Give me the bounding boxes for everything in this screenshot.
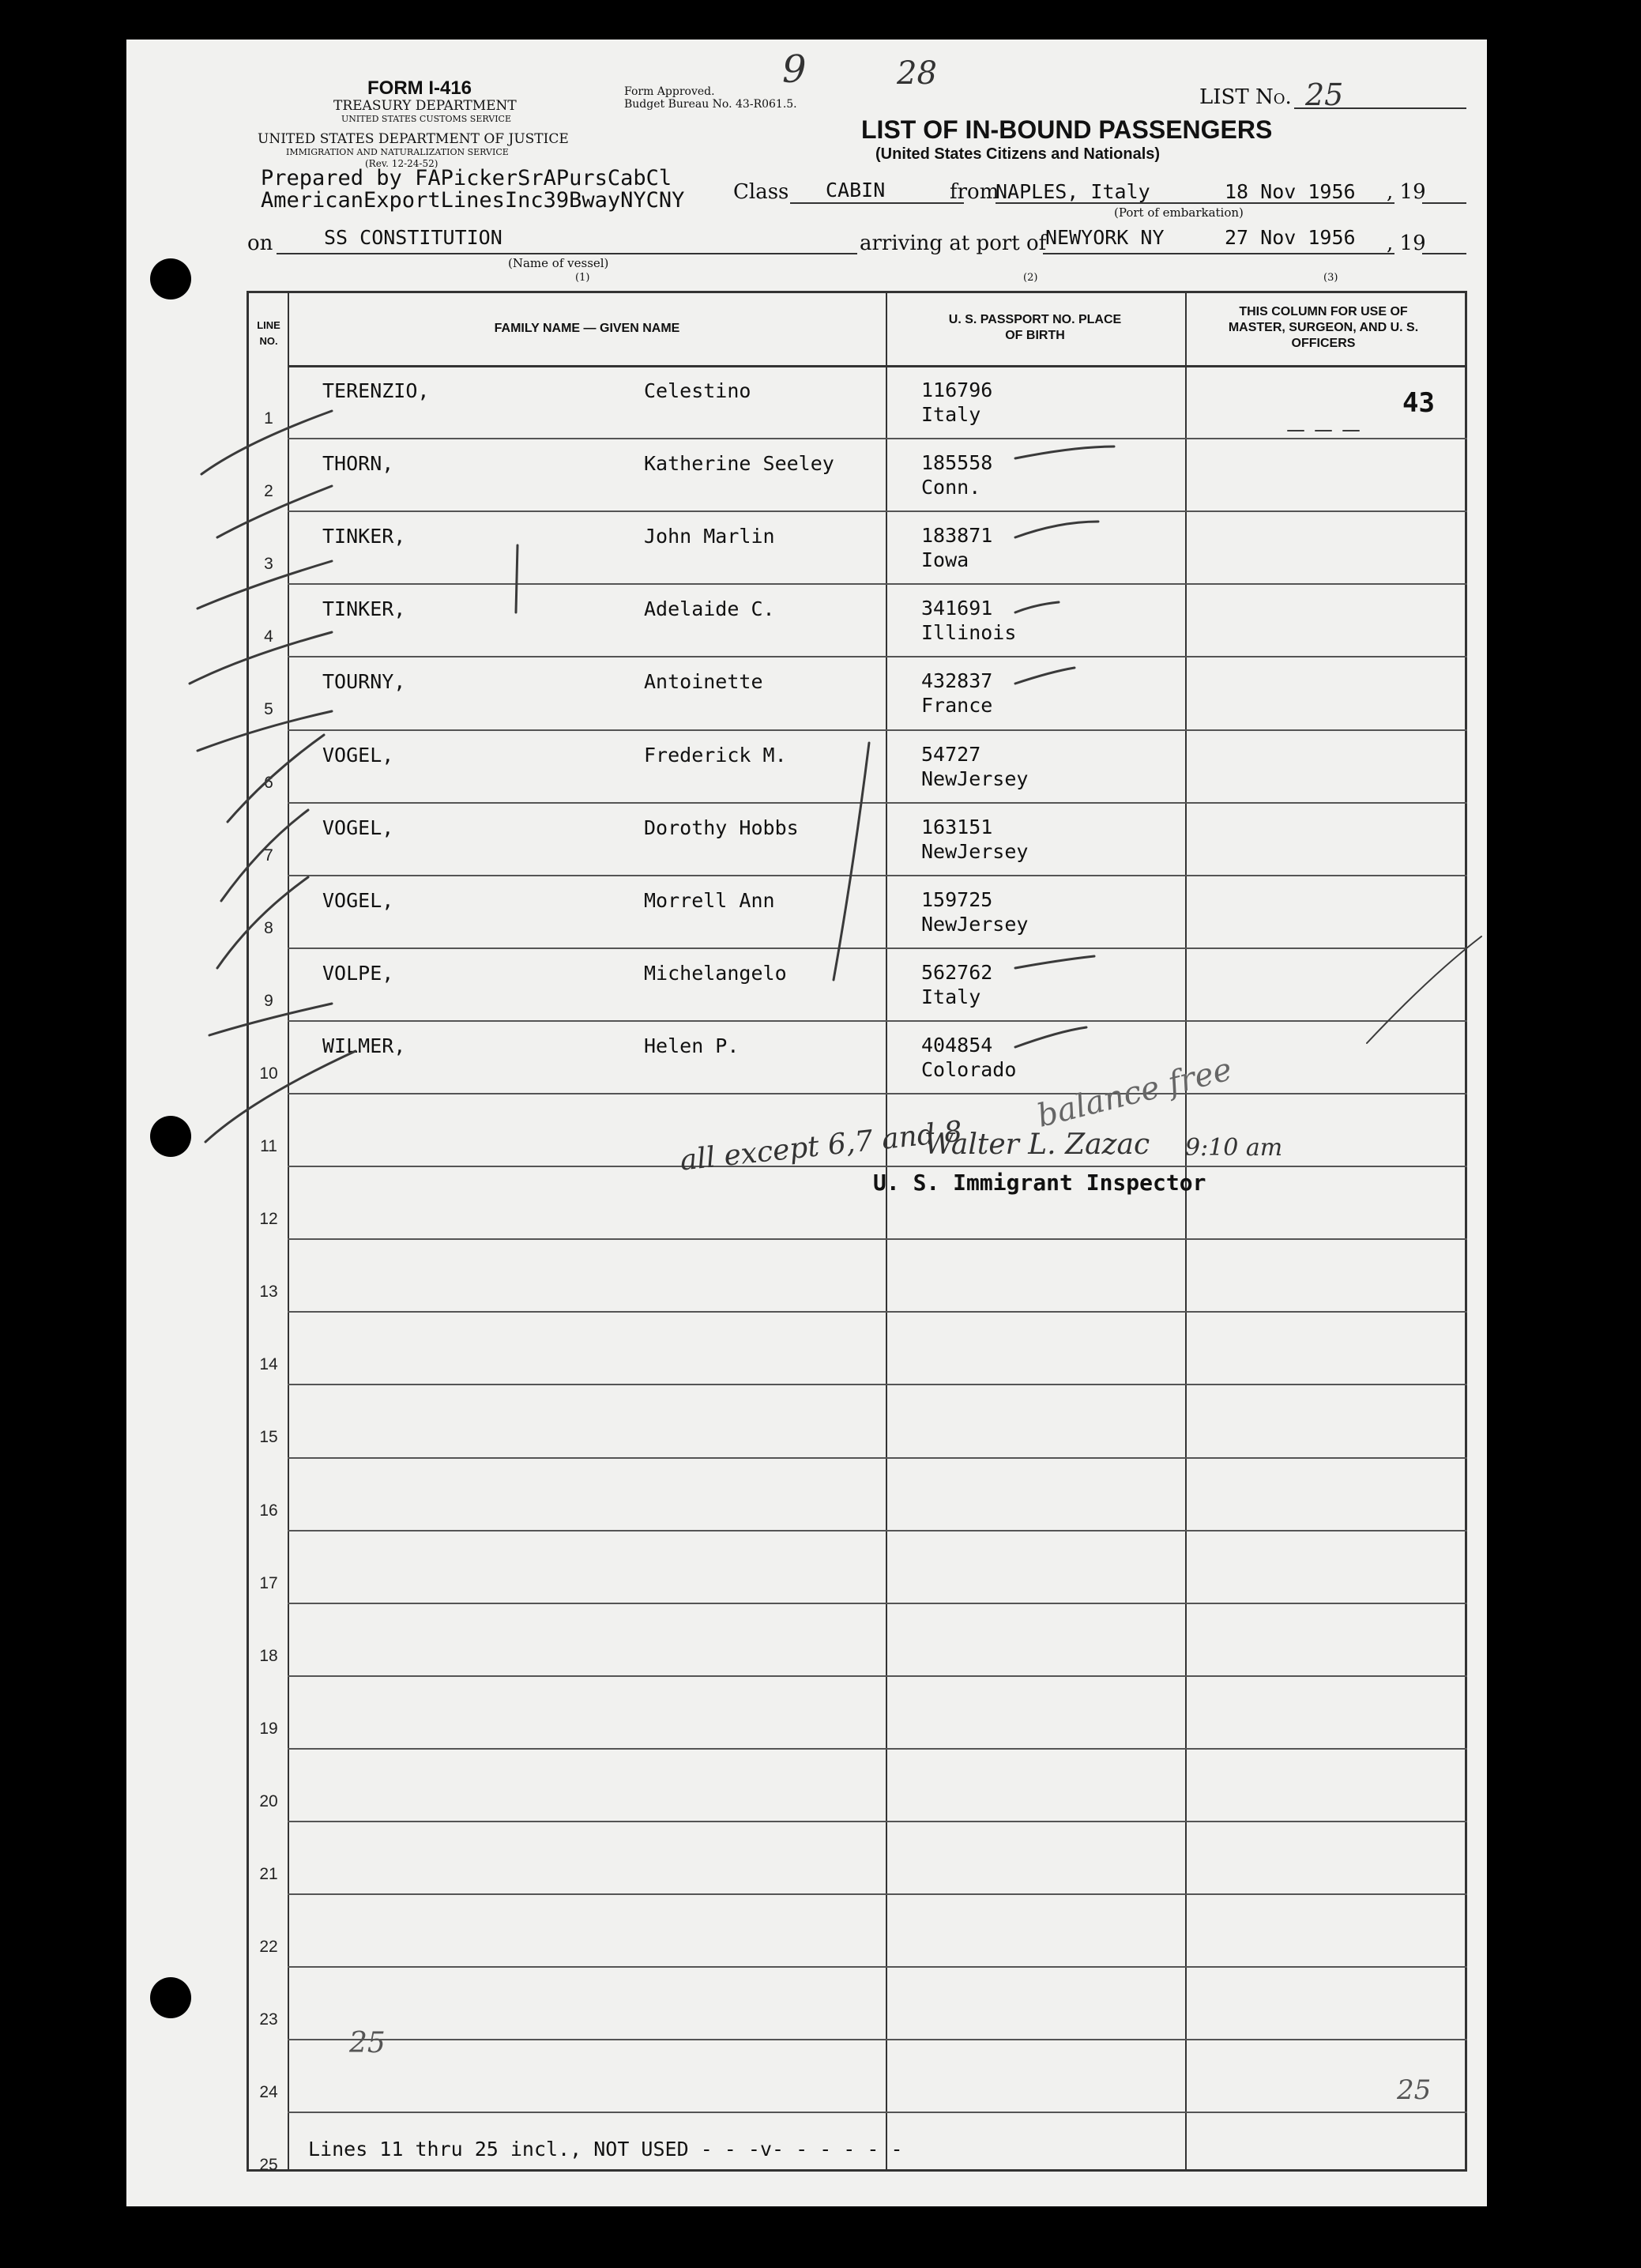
passport-number: 54727 xyxy=(921,742,981,766)
family-name: TINKER, xyxy=(322,597,406,621)
line-number: 1 xyxy=(264,409,273,428)
arrival-port: NEWYORK NY xyxy=(1045,226,1165,249)
line-number: 17 xyxy=(259,1573,278,1592)
handwritten-9: 9 xyxy=(782,47,807,92)
page-title: LIST OF IN-BOUND PASSENGERS xyxy=(861,115,1273,144)
place-of-birth: France xyxy=(921,694,993,718)
col-num-3: (3) xyxy=(1323,272,1338,284)
line-number: 14 xyxy=(259,1355,278,1374)
place-of-birth: Colorado xyxy=(921,1057,1017,1081)
col-num-2: (2) xyxy=(1023,272,1038,284)
year-suffix: , 19 xyxy=(1387,180,1426,204)
port-embarkation-caption: (Port of embarkation) xyxy=(1114,205,1244,220)
passport-number: 185558 xyxy=(921,451,993,475)
given-name: Dorothy Hobbs xyxy=(644,816,799,839)
tick xyxy=(1015,1027,1086,1047)
line23-note: 25 xyxy=(349,2027,386,2059)
diagonal-stroke xyxy=(1367,936,1481,1043)
from-label: from xyxy=(950,180,999,204)
family-name: VOGEL, xyxy=(322,888,394,912)
passport-number: 432837 xyxy=(921,669,993,693)
place-of-birth: NewJersey xyxy=(921,767,1029,790)
inspector-signature: Walter L. Zazac xyxy=(924,1128,1150,1161)
col-num-1: (1) xyxy=(575,272,590,284)
place-of-birth: Conn. xyxy=(921,476,981,499)
given-name: Katherine Seeley xyxy=(644,452,834,476)
line-number: 18 xyxy=(259,1646,278,1665)
vertical-stroke xyxy=(516,545,518,612)
line24-note: 25 xyxy=(1397,2074,1432,2106)
line-number: 25 xyxy=(259,2156,278,2175)
budget-bureau: Budget Bureau No. 43-R061.5. xyxy=(624,98,797,111)
line-number: 4 xyxy=(264,627,273,646)
place-of-birth: NewJersey xyxy=(921,912,1029,936)
from-value: NAPLES, Italy xyxy=(996,180,1150,203)
given-name: John Marlin xyxy=(644,525,775,548)
bracket-stroke xyxy=(834,743,869,980)
inspector-title: U. S. Immigrant Inspector xyxy=(873,1170,1206,1196)
given-name: Adelaide C. xyxy=(644,597,775,621)
page-subtitle: (United States Citizens and Nationals) xyxy=(875,145,1161,163)
list-no-value: 25 xyxy=(1305,77,1344,112)
line-number: 8 xyxy=(264,918,273,937)
class-label: Class xyxy=(733,180,789,204)
col-header-line-no: LINE NO. xyxy=(257,319,280,347)
col-header-passport: U. S. PASSPORT NO. PLACE OF BIRTH xyxy=(948,313,1122,342)
family-name: TOURNY, xyxy=(322,670,406,694)
line-number: 20 xyxy=(259,1791,278,1810)
place-of-birth: NewJersey xyxy=(921,839,1029,863)
passport-number: 341691 xyxy=(921,597,993,620)
treasury-dept: TREASURY DEPARTMENT xyxy=(333,98,517,114)
form-approved: Form Approved. xyxy=(624,85,715,98)
check-mark xyxy=(209,1004,332,1035)
balance-note: balance free xyxy=(1033,1051,1236,1135)
vessel-caption: (Name of vessel) xyxy=(508,256,609,270)
passport-number: 562762 xyxy=(921,960,993,984)
family-name: VOGEL, xyxy=(322,743,394,767)
form-number: FORM I-416 xyxy=(367,77,472,99)
customs-service: UNITED STATES CUSTOMS SERVICE xyxy=(341,114,511,124)
tick xyxy=(1015,956,1094,968)
passport-number: 163151 xyxy=(921,815,993,838)
check-mark xyxy=(228,735,324,822)
handwritten-28: 28 xyxy=(897,55,937,92)
passport-number: 183871 xyxy=(921,524,993,548)
line-number: 2 xyxy=(264,482,273,501)
officer-count: 43 xyxy=(1402,387,1435,419)
given-name: Celestino xyxy=(644,379,751,402)
tick xyxy=(1015,522,1098,537)
on-label: on xyxy=(247,232,273,255)
col-header-officers: THIS COLUMN FOR USE OF MASTER, SURGEON, AND U. S. OFFICERS xyxy=(1228,305,1419,350)
arriving-label: arriving at port of xyxy=(860,232,1047,255)
all-except-note: all except 6,7 and 8 xyxy=(678,1115,964,1177)
family-name: THORN, xyxy=(322,452,394,476)
class-value: CABIN xyxy=(826,179,886,202)
family-name: TINKER, xyxy=(322,525,406,548)
given-name: Michelangelo xyxy=(644,961,787,985)
line-number: 12 xyxy=(259,1210,278,1229)
tick xyxy=(1015,446,1114,458)
check-mark xyxy=(205,1051,356,1142)
line-number: 22 xyxy=(259,1938,278,1957)
place-of-birth: Italy xyxy=(921,985,981,1008)
given-name: Morrell Ann xyxy=(644,888,775,912)
given-name: Helen P. xyxy=(644,1034,740,1057)
passport-number: 116796 xyxy=(921,379,993,401)
family-name: WILMER, xyxy=(322,1034,406,1057)
line-number: 6 xyxy=(264,773,273,792)
line-number: 21 xyxy=(259,1865,278,1883)
given-name: Frederick M. xyxy=(644,743,787,767)
vessel-name: SS CONSTITUTION xyxy=(324,226,502,249)
prepared-by: Prepared by FAPickerSrAPursCabCl xyxy=(261,166,672,190)
line-number: 3 xyxy=(264,555,273,574)
check-mark xyxy=(201,411,332,474)
family-name: VOGEL, xyxy=(322,816,394,839)
line-number: 11 xyxy=(260,1137,277,1155)
line-number: 5 xyxy=(264,700,273,719)
col-header-name: FAMILY NAME — GIVEN NAME xyxy=(494,322,680,335)
form-revision: (Rev. 12-24-52) xyxy=(365,158,438,169)
departure-date: 18 Nov 1956 xyxy=(1225,180,1356,203)
justice-dept: UNITED STATES DEPARTMENT OF JUSTICE xyxy=(258,131,569,147)
family-name: VOLPE, xyxy=(322,961,394,985)
pencil-marks xyxy=(126,40,1487,2206)
line-number: 13 xyxy=(259,1283,278,1302)
year-suffix-2: , 19 xyxy=(1387,232,1426,255)
check-mark xyxy=(198,561,332,608)
family-name: TERENZIO, xyxy=(322,379,430,402)
prepared-by-company: AmericanExportLinesInc39BwayNYCNY xyxy=(261,188,685,213)
given-name: Antoinette xyxy=(644,670,763,694)
place-of-birth: Illinois xyxy=(921,621,1017,645)
line-number: 23 xyxy=(259,2010,278,2029)
check-mark xyxy=(190,632,332,684)
line-number: 24 xyxy=(259,2083,278,2102)
tick xyxy=(1015,602,1059,612)
passport-number: 159725 xyxy=(921,887,993,911)
not-used-note: Lines 11 thru 25 incl., NOT USED - - -v- - - - - - xyxy=(308,2138,903,2161)
line-number: 9 xyxy=(264,991,273,1010)
check-mark xyxy=(217,486,332,537)
line-number: 16 xyxy=(259,1501,278,1520)
arrival-date: 27 Nov 1956 xyxy=(1225,226,1356,249)
passport-number: 404854 xyxy=(921,1033,993,1057)
line-number: 19 xyxy=(259,1719,278,1738)
manifest-page xyxy=(126,40,1487,2206)
line-number: 7 xyxy=(264,846,273,865)
inspection-time: 9:10 am xyxy=(1185,1134,1283,1162)
place-of-birth: Iowa xyxy=(921,548,969,572)
check-mark xyxy=(217,877,308,968)
tick xyxy=(1015,668,1075,684)
place-of-birth: Italy xyxy=(921,403,981,426)
ins-service: IMMIGRATION AND NATURALIZATION SERVICE xyxy=(286,147,509,157)
line-number: 10 xyxy=(259,1064,278,1083)
line-number: 15 xyxy=(259,1428,278,1447)
list-no-label: LIST No. xyxy=(1199,85,1292,109)
